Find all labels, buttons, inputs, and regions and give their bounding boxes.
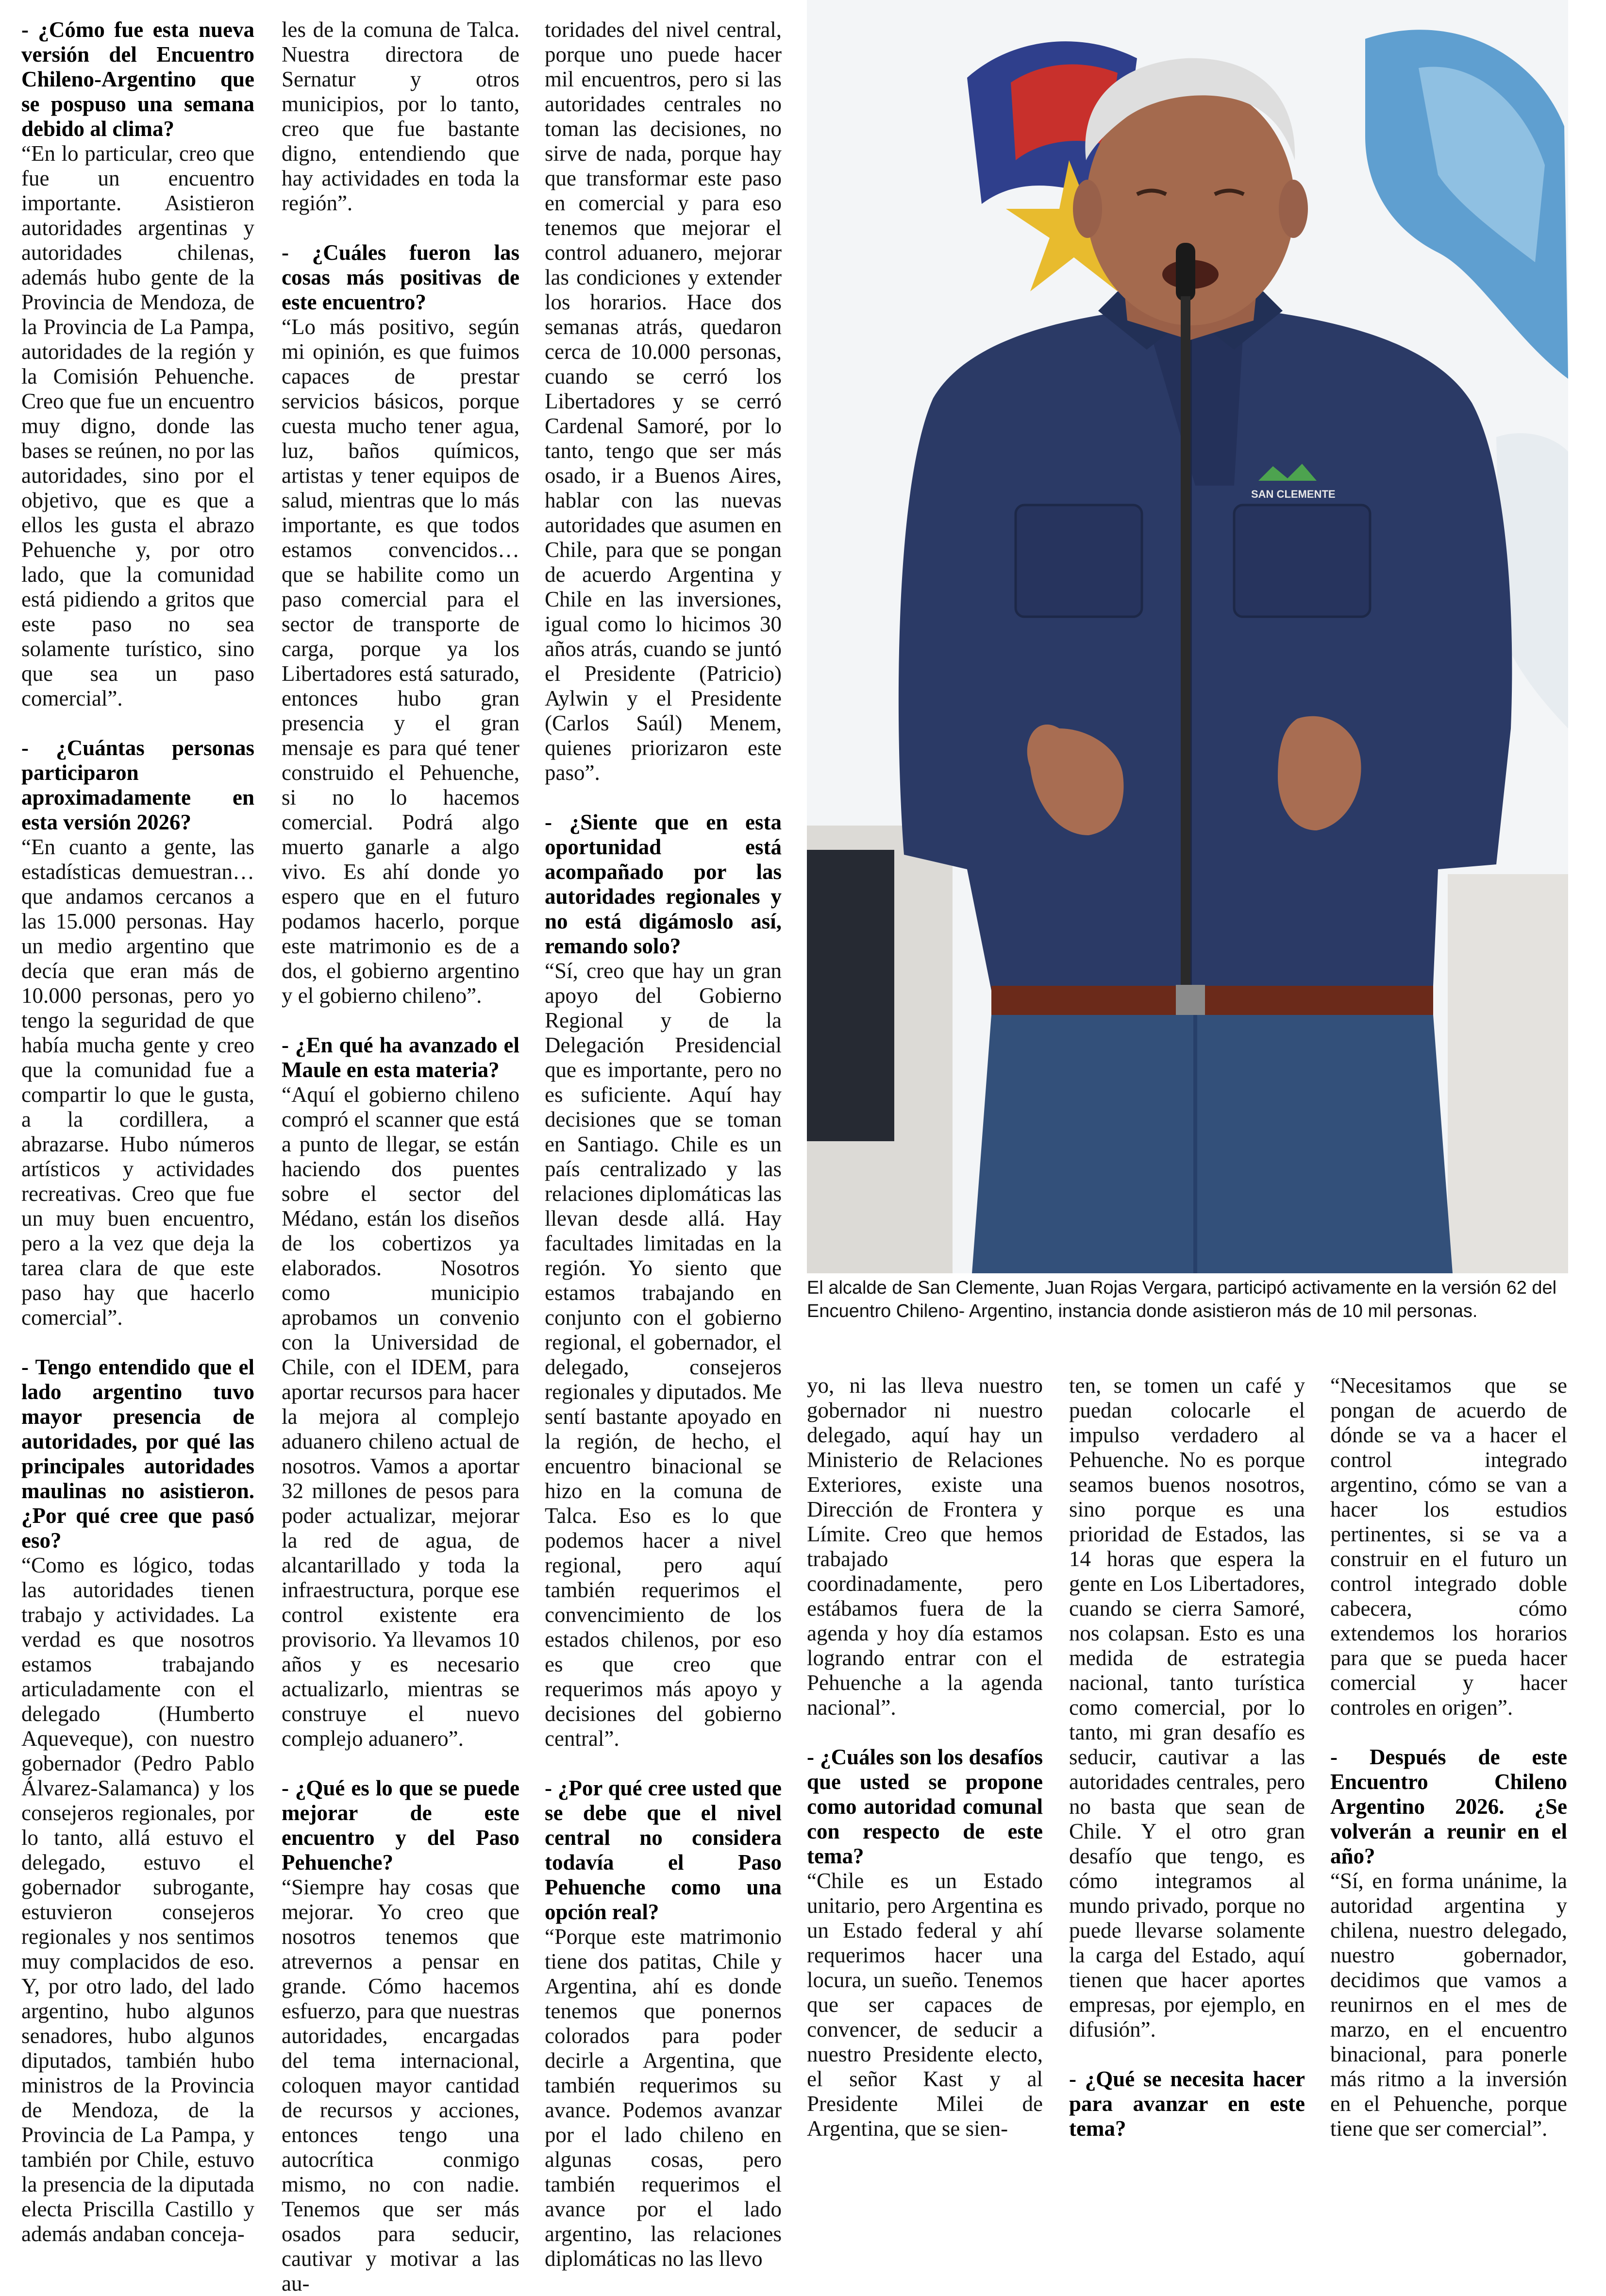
interview-answer: “Sí, creo que hay un gran apoyo del Gobierno Regional y de la Delegación Presidencial que es importante, pero no es suficiente. Aquí hay decisiones que se toman en Santiago. Chile es un país centralizado y las relaciones diplomáticas las llevan desde allá. Hay facultades limitadas en la región. Yo siento que estamos trabajando en conjunto con el gobierno regional, el gobernador, el delegado, consejeros regionales y diputados. Me sentí bastante apoyado en la región, de hecho, el encuentro binacional se hizo en la comuna de Talca. Eso es lo que podemos hacer a nivel regional, pero aquí también requerimos el convencimiento de los estados chilenos, por eso es que creo que requerimos más apoyo y decisiones del gobierno central”. [545, 959, 782, 1751]
column-6 [1330, 1373, 1567, 2141]
interview-answer: “En cuanto a gente, las estadísticas demuestran… que andamos cercanos a las 15.000 personas. Hay un medio argentino que decía que eran más de 10.000 personas, pero yo tengo la seguridad de que había mucha gente y creo que la comunidad fue a compartir lo que le gusta, a la cordillera, a abrazarse. Hubo números artísticos y actividades recreativas. Creo que fue un muy buen encuentro, pero a la vez que deja la tarea clara de que este paso hay que hacerlo comercial”. [21, 835, 254, 1330]
paragraph-gap [545, 1751, 782, 1776]
paragraph-gap [807, 1720, 1043, 1745]
paragraph-gap [545, 785, 782, 810]
interview-answer: “Necesitamos que se pongan de acuerdo de dónde se va a hacer el control integrado argentino, cómo se van a hacer los estudios pertinentes, si se va a construir en el futuro un control integrado doble cabecera, cómo extendemos los horarios para que se pueda hacer comercial y hacer controles en origen”. [1330, 1373, 1567, 1720]
interview-question: - ¿Por qué cree usted que se debe que el nivel central no considera todavía el Paso Pehuenche como una opción real? [545, 1776, 782, 1924]
interview-answer: toridades del nivel central, porque uno puede hacer mil encuentros, pero si las autoridades centrales no toman las decisiones, no sirve de nada, porque hay que transformar este paso en comercial y para eso tenemos que mejorar el control aduanero, mejorar las condiciones y extender los horarios. Hace dos semanas atrás, quedaron cerca de 10.000 personas, cuando se cerró los Libertadores y se cerró Cardenal Samoré, por lo tanto, tengo que ser más osado, ir a Buenos Aires, hablar con las nuevas autoridades que asumen en Chile, para que se pongan de acuerdo Argentina y Chile en las inversiones, igual como lo hicimos 30 años atrás, cuando se juntó el Presidente (Patricio) Aylwin y el Presidente (Carlos Saúl) Menem, quienes priorizaron este paso”. [545, 17, 782, 785]
paragraph-gap [282, 1751, 519, 1776]
column-3 [545, 17, 782, 2271]
interview-question: - Tengo entendido que el lado argentino tuvo mayor presencia de autoridades, por qué las principales autoridades maulinas no asistieron. ¿Por qué cree que pasó eso? [21, 1355, 254, 1553]
paragraph-gap [1069, 2042, 1305, 2067]
interview-answer: les de la comuna de Talca. Nuestra directora de Sernatur y otros municipios, por lo tanto, creo que fue bastante digno, entendiendo que hay actividades en toda la región”. [282, 17, 519, 215]
interview-question: - ¿En qué ha avanzado el Maule en esta materia? [282, 1033, 519, 1082]
interview-answer: “Chile es un Estado unitario, pero Argentina es un Estado federal y ahí requerimos hacer una locura, un sueño. Tenemos que ser capaces de convencer, de seducir a nuestro Presidente electo, el señor Kast y al Presidente Milei de Argentina, que se sien- [807, 1869, 1043, 2141]
shirt-logo-text: SAN CLEMENTE [1251, 488, 1336, 500]
interview-answer: “Siempre hay cosas que mejorar. Yo creo que nosotros tenemos que atrevernos a pensar en grande. Cómo hacemos esfuerzo, para que nuestras autoridades, encargadas del tema internacional, coloquen mayor cantidad de recursos y acciones, entonces tengo una autocrítica conmigo mismo, no con nadie. Tenemos que ser más osados para seducir, cautivar y motivar a las au- [282, 1875, 519, 2296]
interview-answer: yo, ni las lleva nuestro gobernador ni nuestro delegado, aquí hay un Ministerio de Relaciones Exteriores, existe una Dirección de Frontera y Límite. Creo que hemos trabajado coordinadamente, pero estábamos fuera de la agenda y hoy día estamos logrando entrar con el Pehuenche a la agenda nacional”. [807, 1373, 1043, 1720]
interview-question: - ¿Qué es lo que se puede mejorar de este encuentro y del Paso Pehuenche? [282, 1776, 519, 1874]
column-5 [1069, 1373, 1305, 2141]
paragraph-gap [282, 1008, 519, 1033]
interview-question: - ¿Siente que en esta oportunidad está acompañado por las autoridades regionales y no está digámoslo así, remando solo? [545, 810, 782, 958]
interview-question: - ¿Cuántas personas participaron aproximadamente en esta versión 2026? [21, 736, 254, 834]
photo-caption: El alcalde de San Clemente, Juan Rojas Vergara, participó activamente en la versión 62 del Encuentro Chileno- Argentino, instancia donde asistieron más de 10 mil personas. [807, 1278, 1557, 1321]
paragraph-gap [1330, 1720, 1567, 1745]
interview-question: - ¿Cuáles fueron las cosas más positivas de este encuentro? [282, 240, 519, 314]
interview-answer: “Aquí el gobierno chileno compró el scanner que está a punto de llegar, se están haciendo dos puentes sobre el sector del Médano, están los diseños de los cobertizos ya elaborados. Nosotros como municipio aprobamos un convenio con la Universidad de Chile, con el IDEM, para aportar recursos para hacer la mejora al complejo aduanero chileno actual de nosotros. Vamos a aportar 32 millones de pesos para poder actualizar, mejorar la red de agua, de alcantarillado y toda la infraestructura, porque ese control existente era provisorio. Ya llevamos 10 años y es necesario actualizarlo, mientras se construye el nuevo complejo aduanero”. [282, 1082, 519, 1751]
interview-question: - Después de este Encuentro Chileno Argentino 2026. ¿Se volverán a reunir en el año? [1330, 1745, 1567, 1868]
interview-answer: ten, se tomen un café y puedan colocarle el impulso verdadero al Pehuenche. No es porque seamos buenos nosotros, sino porque es una prioridad de Estados, las 14 horas que espera la gente en Los Libertadores, cuando se cierra Samoré, nos colapsan. Esto es una medida de estrategia nacional, tanto turística como comercial, por lo tanto, mi gran desafío es seducir, cautivar a las autoridades centrales, pero no basta que sean de Chile. Y el otro gran desafío que tengo, es cómo integramos al mundo privado, porque no puede llevarse solamente la carga del Estado, aquí tienen que hacer aportes empresas, por ejemplo, en difusión”. [1069, 1373, 1305, 2042]
mayor-photo-illustration [807, 0, 1568, 1273]
interview-question: - ¿Qué se necesita hacer para avanzar en este tema? [1069, 2067, 1305, 2141]
interview-answer: “Como es lógico, todas las autoridades tienen trabajo y actividades. La verdad es que nosotros estamos trabajando articuladamente con el delegado (Humberto Aqueveque), con nuestro gobernador (Pedro Pablo Álvarez-Salamanca) y los consejeros regionales, por lo tanto, allá estuvo el delegado, estuvo el gobernador subrogante, estuvieron consejeros regionales y nos sentimos muy complacidos de eso. Y, por otro lado, del lado argentino, hubo algunos senadores, hubo algunos diputados, también hubo ministros de la Provincia de Mendoza, de la Provincia de La Pampa, y también por Chile, estuvo la presencia de la diputada electa Priscilla Castillo y además andaban conceja- [21, 1553, 254, 2246]
interview-question: - ¿Cómo fue esta nueva versión del Encuentro Chileno-Argentino que se pospuso una semana debido al clima? [21, 17, 254, 141]
column-4 [807, 1373, 1043, 2141]
mayor-photo [807, 0, 1568, 1273]
paragraph-gap [21, 711, 254, 736]
interview-question: - ¿Cuáles son los desafíos que usted se propone como autoridad comunal con respecto de este tema? [807, 1745, 1043, 1868]
interview-answer: “Lo más positivo, según mi opinión, es que fuimos capaces de prestar servicios básicos, porque cuesta mucho tener agua, luz, baños químicos, artistas y tener equipos de salud, mientras que lo más importante, es que todos estamos convencidos…que se habilite como un paso comercial para el sector de transporte de carga, porque ya los Libertadores está saturado, entonces hubo gran presencia y el gran mensaje es para qué tener construido el Pehuenche, si no lo hacemos comercial. Podrá algo muerto ganarle a algo vivo. Es ahí donde yo espero que en el futuro podamos hacerlo, porque este matrimonio es de a dos, el gobierno argentino y el gobierno chileno”. [282, 315, 519, 1008]
paragraph-gap [282, 216, 519, 240]
interview-answer: “Porque este matrimonio tiene dos patitas, Chile y Argentina, ahí es donde tenemos que ponernos colorados para poder decirle a Argentina, que también requerimos su avance. Podemos avanzar por el lado chileno en algunas cosas, pero también requerimos el avance por el lado argentino, las relaciones diplomáticas no las llevo [545, 1925, 782, 2271]
interview-answer: “Sí, en forma unánime, la autoridad argentina y chilena, nuestro delegado, nuestro gobernador, decidimos que vamos a reunirnos en el mes de marzo, en el encuentro binacional, para ponerle más ritmo a la inversión en el Pehuenche, porque tiene que ser comercial”. [1330, 1869, 1567, 2141]
paragraph-gap [21, 1330, 254, 1355]
interview-answer: “En lo particular, creo que fue un encuentro importante. Asistieron autoridades argentinas y autoridades chilenas, además hubo gente de la Provincia de Mendoza, de la Provincia de La Pampa, autoridades de la región y la Comisión Pehuenche. Creo que fue un encuentro muy digno, donde las bases se reúnen, no por las autoridades, sino por el objetivo, que es que a ellos les gusta el abrazo Pehuenche y, por otro lado, que la comunidad está pidiendo a gritos que este paso no sea solamente turístico, sino que sea un paso comercial”. [21, 141, 254, 710]
column-1 [21, 17, 254, 2246]
column-2 [282, 17, 519, 2296]
